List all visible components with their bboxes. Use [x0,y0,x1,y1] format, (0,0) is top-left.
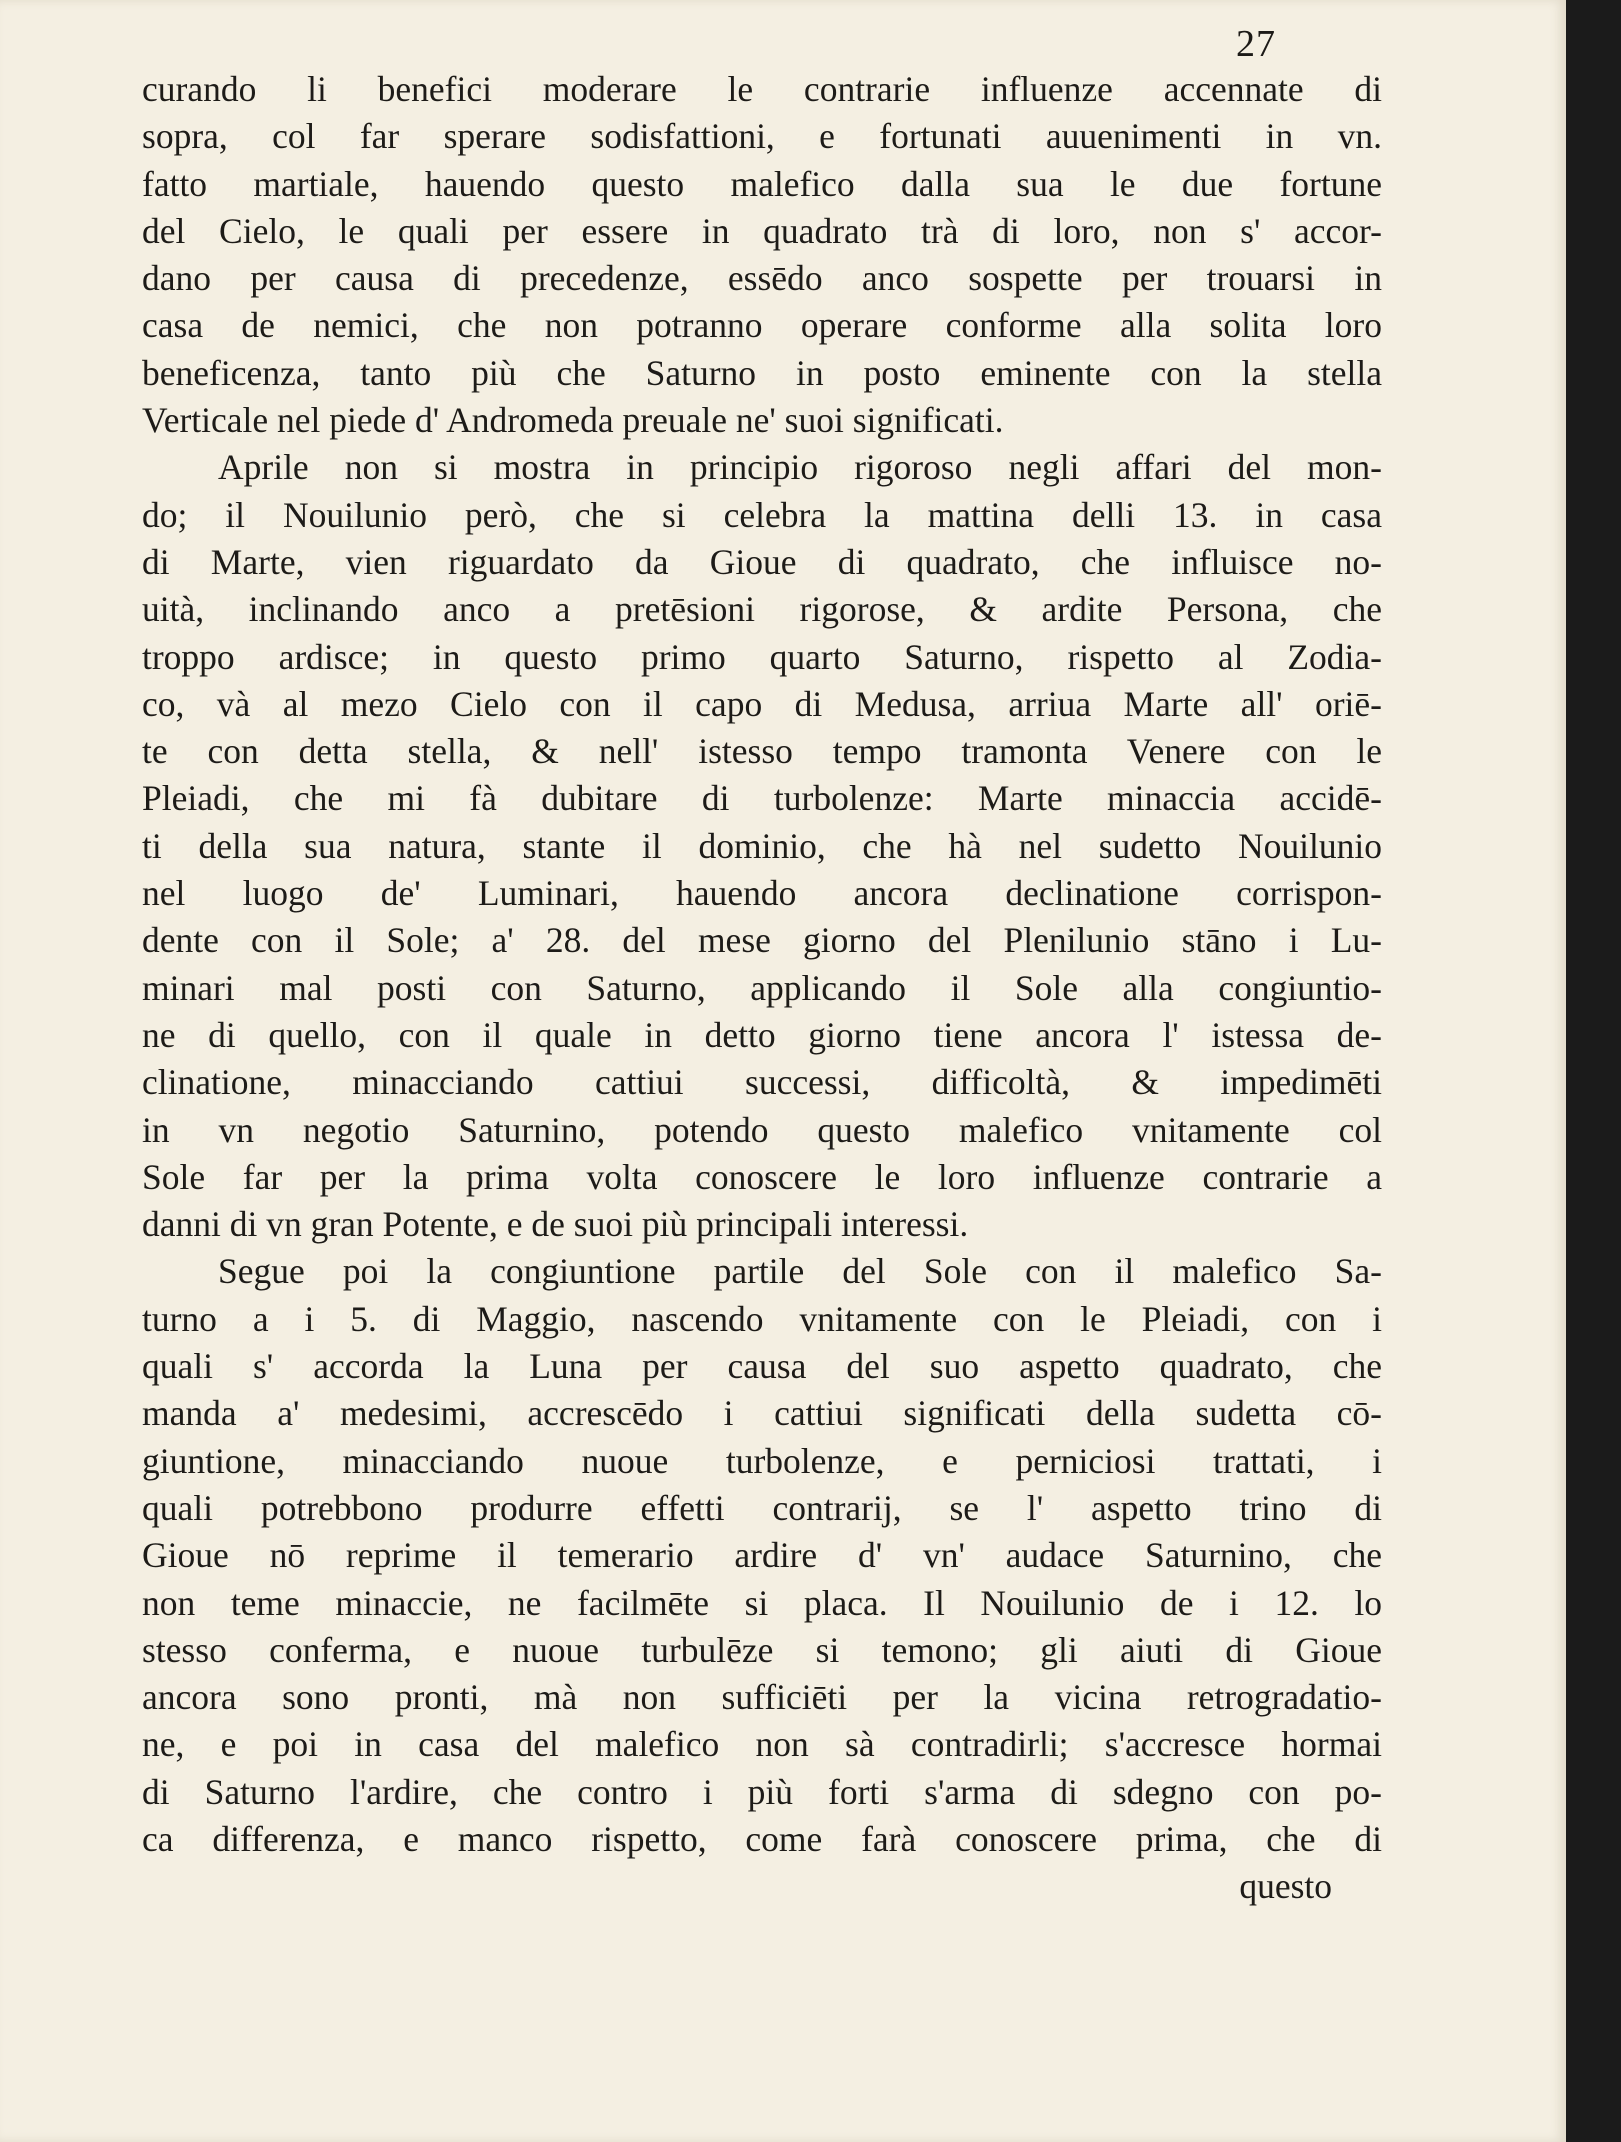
text-line: co, và al mezo Cielo con il capo di Medusa, arriua Marte all' oriē- [142,683,1382,724]
text-line: ancora sono pronti, mà non sufficiēti per la vicina retrogradatio- [142,1677,1382,1718]
text-line: dano per causa di precedenze, essēdo anco sospette per trouarsi in [142,258,1382,299]
catchword: questo [1239,1866,1332,1907]
text-line: minari mal posti con Saturno, applicando il Sole alla congiuntio- [142,967,1382,1008]
text-line: ne di quello, con il quale in detto giorno tiene ancora l' istessa de- [142,1014,1382,1055]
text-line: do; il Nouilunio però, che si celebra la mattina delli 13. in casa [142,494,1382,535]
text-line: dente con il Sole; a' 28. del mese giorno del Plenilunio stāno i Lu- [142,920,1382,961]
text-line: Verticale nel piede d' Andromeda preuale ne' suoi significati. [142,400,1004,441]
text-line: beneficenza, tanto più che Saturno in posto eminente con la stella [142,352,1382,393]
text-line: ne, e poi in casa del malefico non sà contradirli; s'accresce hormai [142,1724,1382,1765]
text-line: stesso conferma, e nuoue turbulēze si temono; gli aiuti di Gioue [142,1629,1382,1670]
page-number: 27 [1236,23,1276,65]
text-line: Aprile non si mostra in principio rigoroso negli affari del mon- [218,447,1382,488]
text-line: te con detta stella, & nell' istesso tempo tramonta Venere con le [142,731,1382,772]
text-line: troppo ardisce; in questo primo quarto Saturno, rispetto al Zodia- [142,636,1382,677]
page-edge-shadow [1566,0,1621,2142]
text-line: quali s' accorda la Luna per causa del suo aspetto quadrato, che [142,1346,1382,1387]
text-line: del Cielo, le quali per essere in quadrato trà di loro, non s' accor- [142,210,1382,251]
text-line: Pleiadi, che mi fà dubitare di turbolenze: Marte minaccia accidē- [142,778,1382,819]
text-line: manda a' medesimi, accrescēdo i cattiui significati della sudetta cō- [142,1393,1382,1434]
text-line: ti della sua natura, stante il dominio, che hà nel sudetto Nouilunio [142,825,1382,866]
text-line: turno a i 5. di Maggio, nascendo vnitamente con le Pleiadi, con i [142,1298,1382,1339]
text-line: in vn negotio Saturnino, potendo questo malefico vnitamente col [142,1109,1382,1150]
text-line: giuntione, minacciando nuoue turbolenze, e perniciosi trattati, i [142,1440,1382,1481]
text-line: Gioue nō reprime il temerario ardire d' vn' audace Saturnino, che [142,1535,1382,1576]
text-line: sopra, col far sperare sodisfattioni, e fortunati auuenimenti in vn. [142,116,1382,157]
text-line: di Saturno l'ardire, che contro i più forti s'arma di sdegno con po- [142,1771,1382,1812]
text-line: Sole far per la prima volta conoscere le loro influenze contrarie a [142,1156,1382,1197]
text-line: casa de nemici, che non potranno operare conforme alla solita loro [142,305,1382,346]
text-line: quali potrebbono produrre effetti contrarij, se l' aspetto trino di [142,1487,1382,1528]
body-text [142,66,1382,1911]
text-line: fatto martiale, hauendo questo malefico dalla sua le due fortune [142,163,1382,204]
text-line: Segue poi la congiuntione partile del Sole con il malefico Sa- [218,1251,1382,1292]
text-line: curando li benefici moderare le contrarie influenze accennate di [142,69,1382,109]
text-line: danni di vn gran Potente, e de suoi più principali interessi. [142,1204,969,1245]
text-line: di Marte, vien riguardato da Gioue di quadrato, che influisce no- [142,541,1382,582]
text-line: clinatione, minacciando cattiui successi, difficoltà, & impedimēti [142,1062,1382,1103]
text-line: ca differenza, e manco rispetto, come farà conoscere prima, che di [142,1818,1382,1859]
text-line: uità, inclinando anco a pretēsioni rigorose, & ardite Persona, che [142,589,1382,630]
text-line: nel luogo de' Luminari, hauendo ancora declinatione corrispon- [142,873,1382,914]
text-line: non teme minaccie, ne facilmēte si placa. Il Nouilunio de i 12. lo [142,1582,1382,1623]
